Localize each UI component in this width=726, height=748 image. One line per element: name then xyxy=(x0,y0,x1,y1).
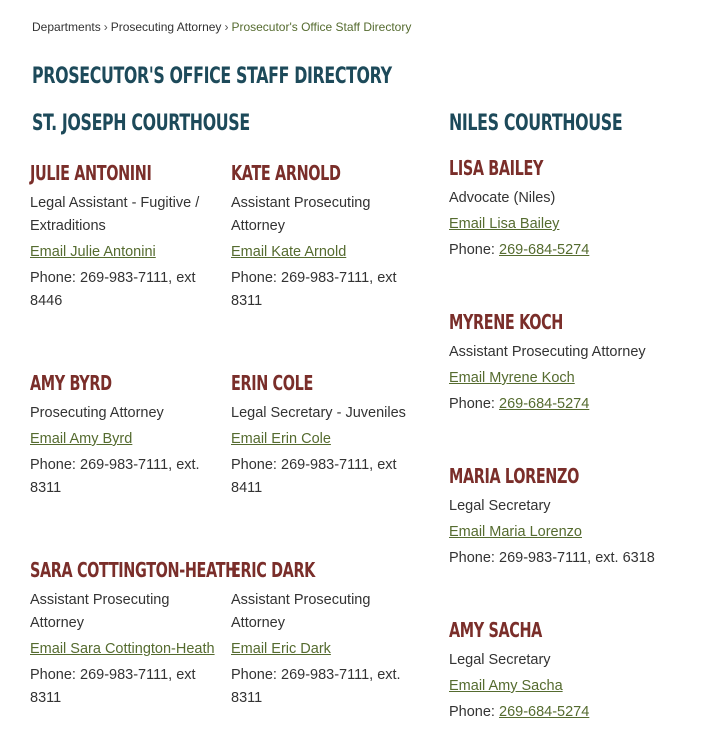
phone-label: Phone: xyxy=(30,270,76,286)
staff-role: Legal Secretary - Juveniles xyxy=(231,405,406,421)
staff-card-amy-byrd xyxy=(30,370,225,500)
staff-name: MARIA LORENZO xyxy=(449,464,579,488)
staff-role: Legal Secretary xyxy=(449,498,551,514)
section-title-niles: NILES COURTHOUSE xyxy=(449,111,623,136)
staff-name: LISA BAILEY xyxy=(449,156,544,180)
phone-number: 269-983-7111, ext. 8311 xyxy=(30,457,200,496)
phone-link[interactable]: 269-684-5274 xyxy=(499,396,590,412)
email-link[interactable]: Email Julie Antonini xyxy=(30,244,156,260)
staff-role: Prosecuting Attorney xyxy=(30,405,164,421)
staff-role: Assistant Prosecuting Attorney xyxy=(449,344,646,360)
page-title: PROSECUTOR'S OFFICE STAFF DIRECTORY xyxy=(32,64,392,89)
phone-number: 269-983-7111, ext. 6318 xyxy=(499,550,655,566)
staff-name: JULIE ANTONINI xyxy=(30,161,152,185)
staff-phone xyxy=(30,454,225,500)
email-link[interactable]: Email Maria Lorenzo xyxy=(449,524,582,540)
email-link[interactable]: Email Amy Sacha xyxy=(449,678,563,694)
staff-role: Legal Assistant - Fugitive / Extraditions xyxy=(30,195,200,234)
breadcrumb-current: Prosecutor's Office Staff Directory xyxy=(231,20,412,34)
phone-number: 269-983-7111, ext 8446 xyxy=(30,270,196,309)
phone-label: Phone: xyxy=(449,704,495,720)
phone-number: 269-983-7111, ext 8311 xyxy=(30,667,196,706)
staff-role: Assistant Prosecuting Attorney xyxy=(30,592,170,631)
staff-phone xyxy=(449,239,689,262)
staff-phone xyxy=(449,701,689,724)
staff-name: AMY SACHA xyxy=(449,618,542,642)
staff-role: Assistant Prosecuting Attorney xyxy=(231,592,371,631)
phone-number: 269-983-7111, ext 8311 xyxy=(231,270,397,309)
phone-link[interactable]: 269-684-5274 xyxy=(499,704,590,720)
staff-name: ERIN COLE xyxy=(231,371,313,395)
breadcrumb-separator: › xyxy=(103,20,108,34)
staff-name: KATE ARNOLD xyxy=(231,161,341,185)
staff-name: SARA COTTINGTON-HEATH xyxy=(30,558,237,582)
staff-phone xyxy=(231,267,426,313)
staff-card-erin-cole xyxy=(231,370,426,500)
breadcrumb xyxy=(32,20,411,34)
phone-label: Phone: xyxy=(30,667,76,683)
phone-link[interactable]: 269-684-5274 xyxy=(499,242,590,258)
phone-label: Phone: xyxy=(449,550,495,566)
email-link[interactable]: Email Erin Cole xyxy=(231,431,331,447)
staff-card-kate-arnold xyxy=(231,160,426,313)
email-link[interactable]: Email Kate Arnold xyxy=(231,244,347,260)
staff-role: Legal Secretary xyxy=(449,652,551,668)
staff-phone xyxy=(231,664,426,710)
email-link[interactable]: Email Amy Byrd xyxy=(30,431,133,447)
phone-label: Phone: xyxy=(231,457,277,473)
phone-number: 269-983-7111, ext 8411 xyxy=(231,457,397,496)
staff-phone xyxy=(30,664,225,710)
phone-label: Phone: xyxy=(30,457,76,473)
breadcrumb-prosecuting-attorney[interactable]: Prosecuting Attorney xyxy=(110,20,222,34)
staff-role: Advocate (Niles) xyxy=(449,190,556,206)
staff-phone xyxy=(449,393,689,416)
staff-card-eric-dark xyxy=(231,557,426,710)
staff-role: Assistant Prosecuting Attorney xyxy=(231,195,371,234)
staff-card-lisa-bailey xyxy=(449,155,689,262)
breadcrumb-departments[interactable]: Departments xyxy=(32,20,101,34)
staff-phone xyxy=(449,547,689,570)
staff-card-myrene-koch xyxy=(449,309,689,416)
email-link[interactable]: Email Eric Dark xyxy=(231,641,331,657)
staff-card-maria-lorenzo xyxy=(449,463,689,570)
phone-label: Phone: xyxy=(449,242,495,258)
phone-number: 269-983-7111, ext. 8311 xyxy=(231,667,401,706)
section-title-st-joseph: ST. JOSEPH COURTHOUSE xyxy=(32,111,250,136)
staff-name: AMY BYRD xyxy=(30,371,112,395)
staff-name: MYRENE KOCH xyxy=(449,310,563,334)
phone-label: Phone: xyxy=(231,667,277,683)
staff-phone xyxy=(30,267,225,313)
breadcrumb-separator: › xyxy=(224,20,229,34)
staff-card-julie-antonini xyxy=(30,160,225,313)
phone-label: Phone: xyxy=(449,396,495,412)
staff-phone xyxy=(231,454,426,500)
phone-label: Phone: xyxy=(231,270,277,286)
staff-card-amy-sacha xyxy=(449,617,689,724)
email-link[interactable]: Email Sara Cottington-Heath xyxy=(30,641,215,657)
email-link[interactable]: Email Myrene Koch xyxy=(449,370,575,386)
email-link[interactable]: Email Lisa Bailey xyxy=(449,216,560,232)
staff-name: ERIC DARK xyxy=(231,558,315,582)
staff-card-sara-cottington-heath xyxy=(30,557,237,710)
